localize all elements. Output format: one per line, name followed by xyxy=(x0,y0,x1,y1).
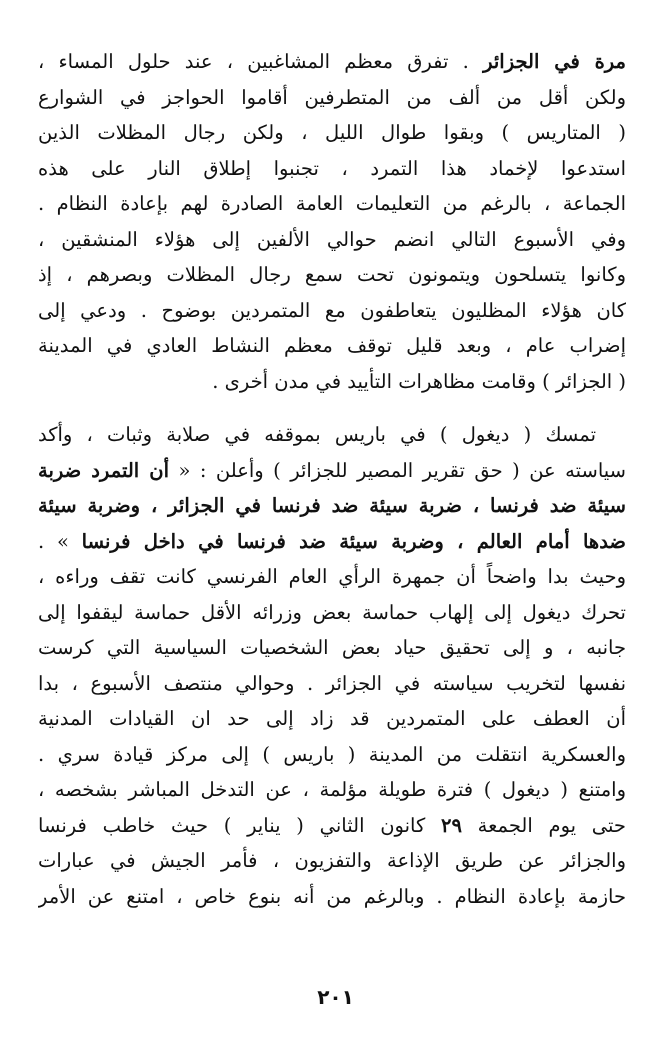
text-line xyxy=(38,293,626,329)
text-line xyxy=(38,524,626,560)
text-line xyxy=(38,737,626,773)
bold-text-run: مرة في الجزائر xyxy=(483,50,626,73)
text-run: ( الجزائر ) وقامت مظاهرات التأييد في مدن أخرى . xyxy=(212,369,626,393)
text-line xyxy=(38,488,626,524)
text-line xyxy=(38,701,626,737)
text-run: ( المتاريس ) وبقوا طوال الليل ، ولكن رجال المظلات الذين xyxy=(38,121,626,144)
text-run: والعسكرية انتقلت من المدينة ( باريس ) إلى مركز قيادة سري . xyxy=(38,742,626,766)
text-run: حازمة بإعادة النظام . وبالرغم من أنه بنوع خاص ، امتنع عن الأمر xyxy=(38,884,626,908)
text-run: تمسك ( ديغول ) في باريس بموقفه في صلابة وثبات ، وأكد xyxy=(38,423,596,446)
text-run: أن العطف على المتمردين قد زاد إلى حد ان القيادات المدنية xyxy=(38,707,626,730)
page-number: ٢٠١ xyxy=(317,985,354,1009)
text-run: . تفرق معظم المشاغبين ، عند حلول المساء ، xyxy=(38,50,484,73)
text-run: كان هؤلاء المظليون يتعاطفون مع المتمردين بوضوح . ودعي إلى xyxy=(38,298,626,322)
text-line xyxy=(38,186,626,222)
paragraph-1 xyxy=(38,44,626,399)
text-line xyxy=(38,879,626,915)
text-run: سياسته عن ( حق تقرير المصير للجزائر ) وأعلن : « xyxy=(169,458,626,482)
text-line xyxy=(38,151,626,187)
text-line xyxy=(38,80,626,116)
text-line xyxy=(38,843,626,879)
text-line xyxy=(38,115,626,151)
text-line xyxy=(38,772,626,808)
text-run: نفسها لتخريب سياسته في الجزائر . وحوالي منتصف الأسبوع ، بدا xyxy=(38,671,626,695)
text-line xyxy=(38,222,626,258)
text-line xyxy=(38,808,626,844)
text-line xyxy=(38,559,626,595)
text-run: وكانوا يتسلحون ويتمونون تحت سمع رجال المظلات وبصرهم ، إذ xyxy=(38,263,626,286)
text-run: الجماعة ، بالرغم من التعليمات العامة الصادرة لهم بإعادة النظام . xyxy=(38,192,626,215)
text-run: وامتنع ( ديغول ) فترة طويلة مؤلمة ، عن التدخل المباشر بشخصه ، xyxy=(38,778,626,801)
text-run: وحيث بدا واضحاً أن جمهرة الرأي العام الفرنسي كانت تقف وراءه ، xyxy=(38,565,626,588)
text-run: جانبه ، و إلى تحقيق حياد بعض الشخصيات السياسية التي كرست xyxy=(38,636,626,659)
text-run: تحرك ديغول إلى إلهاب حماسة بعض وزرائه الأقل حماسة ليقفوا إلى xyxy=(38,600,626,624)
text-line xyxy=(38,417,626,453)
text-line xyxy=(38,666,626,702)
bold-text-run: أن التمرد ضربة xyxy=(38,458,170,482)
bold-text-run: ضدها أمام العالم ، وضربة سيئة ضد فرنسا في داخل فرنسا xyxy=(81,529,626,553)
text-line xyxy=(38,257,626,293)
text-line xyxy=(38,453,626,489)
bold-text-run: سيئة ضد فرنسا ، ضربة سيئة ضد فرنسا في الجزائر ، وضربة سيئة xyxy=(38,494,626,517)
text-run: ولكن أقل من ألف من المتطرفين أقاموا الحواجز في الشوارع xyxy=(38,85,626,109)
bold-text-run: ٢٩ xyxy=(441,813,462,837)
text-run: كانون الثاني ( يناير ) حيث خاطب فرنسا xyxy=(38,813,441,837)
text-run: وفي الأسبوع التالي انضم حوالي الألفين إلى هؤلاء المنشقين ، xyxy=(38,227,626,251)
text-run: حتى يوم الجمعة xyxy=(461,813,626,837)
text-line xyxy=(38,364,626,400)
paragraph-2 xyxy=(38,417,626,914)
body-text xyxy=(38,44,626,914)
text-line xyxy=(38,44,626,80)
text-line xyxy=(38,328,626,364)
paragraph-gap xyxy=(38,399,626,417)
text-run: » . xyxy=(38,529,82,553)
text-run: استدعوا لإخماد هذا التمرد ، تجنبوا إطلاق النار على هذه xyxy=(38,156,626,180)
text-line xyxy=(38,595,626,631)
text-line xyxy=(38,630,626,666)
text-run: إضراب عام ، وبعد قليل توقف معظم النشاط العادي في المدينة xyxy=(38,334,626,357)
text-run: والجزائر عن طريق الإذاعة والتفزيون ، فأمر الجيش في عبارات xyxy=(38,849,626,872)
